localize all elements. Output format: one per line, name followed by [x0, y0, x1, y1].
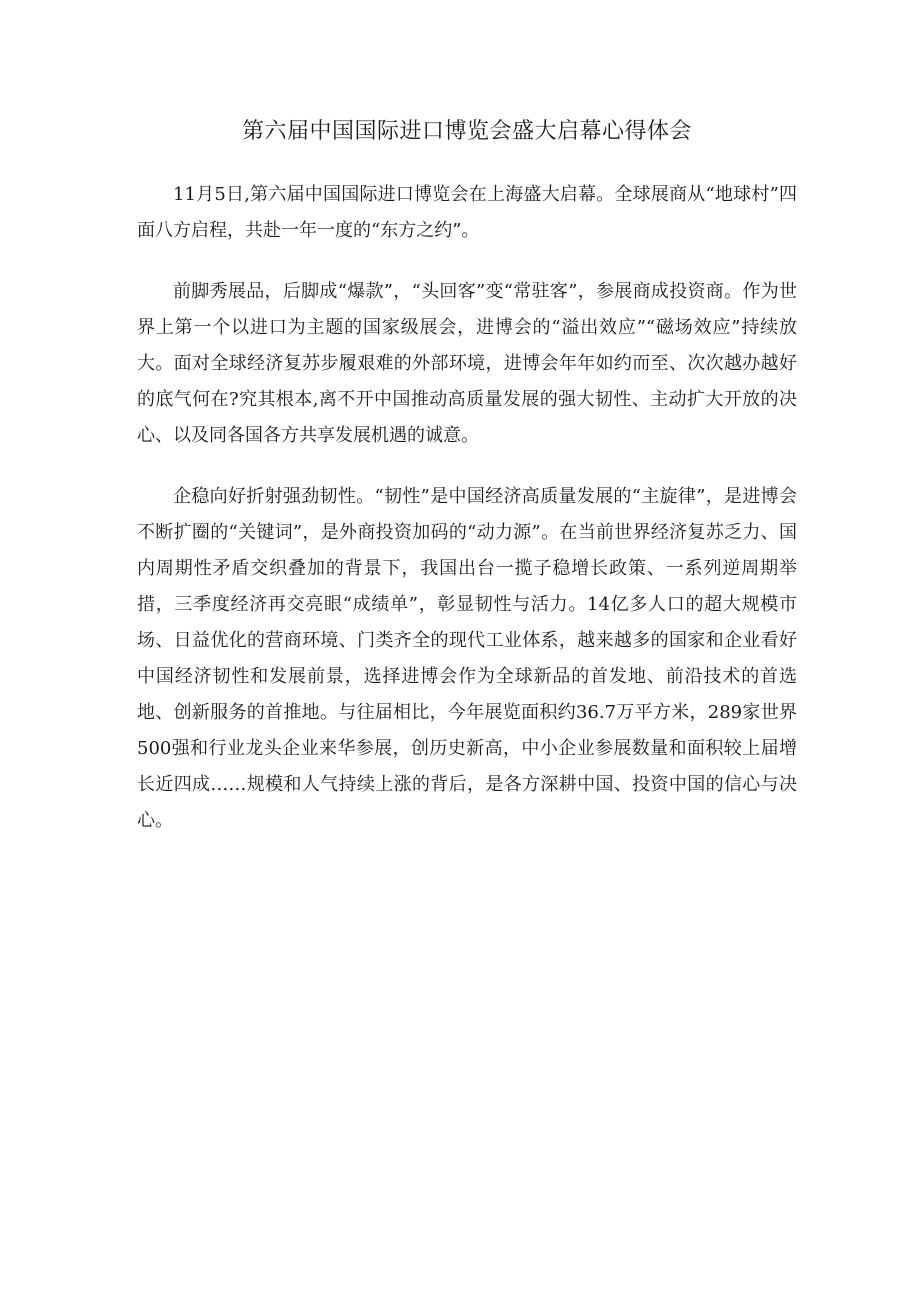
document-title: 第六届中国国际进口博览会盛大启幕心得体会: [241, 119, 692, 144]
paragraph-1: 11月5日,第六届中国国际进口博览会在上海盛大启幕。全球展商从“地球村”四面八方启程，共赴一年一度的“东方之约”。: [137, 184, 797, 241]
paragraph-3: 企稳向好折射强劲韧性。“韧性”是中国经济高质量发展的“主旋律”，是进博会不断扩圈的“关键词”，是外商投资加码的“动力源”。在当前世界经济复苏乏力、国内周期性矛盾交织叠加的背景下，我国出台一揽子稳增长政策、一系列逆周期举措，三季度经济再交亮眼“成绩单”，彰显韧性与活力。14亿多人口的超大规模市场、日益优化的营商环境、门类齐全的现代工业体系，越来越多的国家和企业看好中国经济韧性和发展前景，选择进博会作为全球新品的首发地、前沿技术的首选地、创新服务的首推地。与往届相比，今年展览面积约36.7万平方米，289家世界500强和行业龙头企业来华参展，创历史新高，中小企业参展数量和面积较上届增长近四成……规模和人气持续上涨的背后，是各方深耕中国、投资中国的信心与决心。: [137, 486, 797, 831]
document-page: [137, 110, 797, 839]
paragraph-2: 前脚秀展品，后脚成“爆款”，“头回客”变“常驻客”，参展商成投资商。作为世界上第一个以进口为主题的国家级展会，进博会的“溢出效应”“磁场效应”持续放大。面对全球经济复苏步履艰难的外部环境，进博会年年如约而至、次次越办越好的底气何在?究其根本,离不开中国推动高质量发展的强大韧性、主动扩大开放的决心、以及同各国各方共享发展机遇的诚意。: [137, 281, 797, 446]
